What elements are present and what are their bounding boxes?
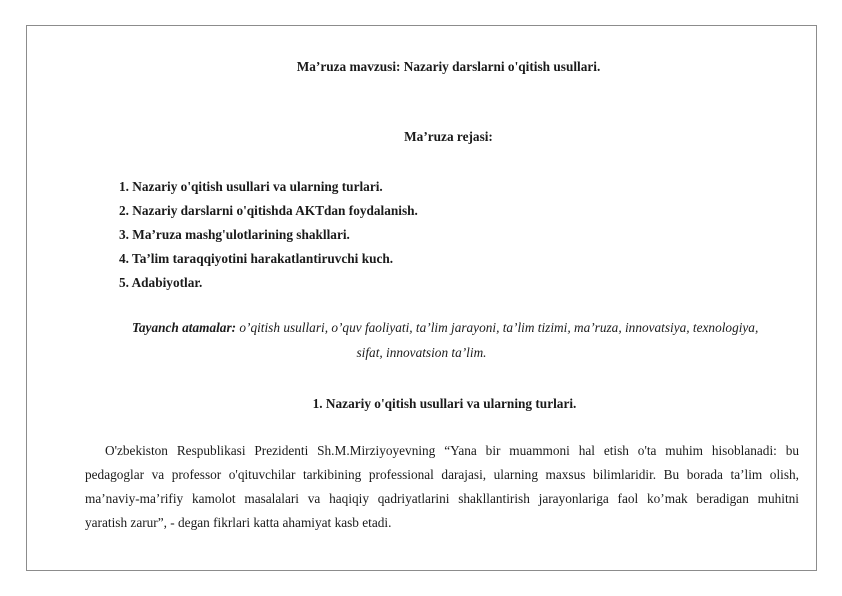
keywords-text-2: sifat, innovatsion ta’lim.	[356, 345, 487, 360]
paragraph-line-4: yaratish zarur”, - degan fikrlari katta ahamiyat kasb etadi.	[85, 515, 392, 530]
paragraph-line-3: ma’naviy-ma’rifiy kamolot masalalari va haqiqiy qadriyatlarini shakllantirish jarayonlariga faol ko’mak beradigan muhitni	[85, 491, 799, 506]
keywords-line-1	[132, 320, 758, 336]
keywords-label: Tayanch atamalar:	[132, 320, 237, 335]
lecture-title: Ma’ruza mavzusi: Nazariy darslarni o'qitish usullari.	[296, 59, 601, 74]
keywords-text-1: o’qitish usullari, o’quv faoliyati, ta’lim jarayoni, ta’lim tizimi, ma’ruza, innovatsiya, texnologiya,	[236, 320, 759, 335]
plan-item-4: 4. Ta’lim taraqqiyotini harakatlantiruvchi kuch.	[119, 251, 394, 266]
plan-item-1: 1. Nazariy o'qitish usullari va ularning turlari.	[119, 179, 383, 194]
keywords-line-2	[26, 345, 817, 361]
paragraph-line-2: pedagoglar va professor o'qituvchilar tarkibining professional darajasi, ularning maxsus bilimlaridir. Bu borada ta’lim olish,	[85, 467, 799, 482]
section-heading: 1. Nazariy o'qitish usullari va ularning turlari.	[312, 396, 577, 411]
plan-item-5: 5. Adabiyotlar.	[119, 275, 203, 290]
plan-item-3: 3. Ma’ruza mashg'ulotlarining shakllari.	[119, 227, 350, 242]
plan-item-2: 2. Nazariy darslarni o'qitishda AKTdan foydalanish.	[119, 203, 418, 218]
plan-heading: Ma’ruza rejasi:	[404, 129, 493, 144]
paragraph-line-1: O'zbekiston Respublikasi Prezidenti Sh.M.Mirziyoyevning “Yana bir muammoni hal etish o'ta muhim hisoblanadi: bu	[105, 443, 799, 458]
page-frame	[26, 25, 817, 571]
